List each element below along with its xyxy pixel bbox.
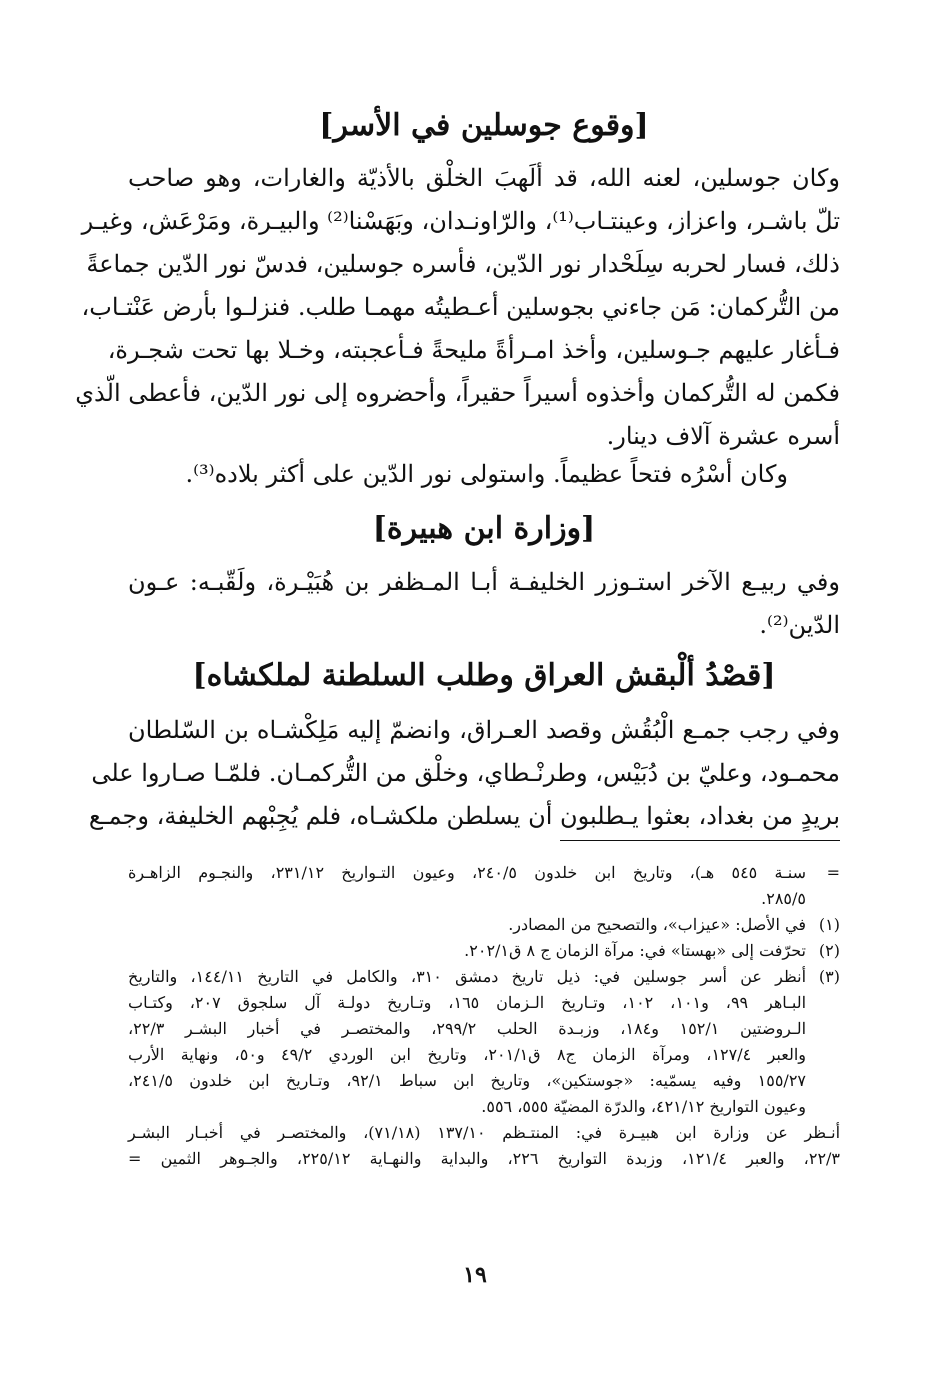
footnote-continuation	[128, 860, 840, 886]
page-number: ١٩	[463, 1262, 487, 1288]
text-line: وفي ربيـع الآخر استـوزر الخليفـة أبـا المـظفر بن هُبَيْـرة، ولَقّبـه: عـون	[128, 568, 840, 596]
text-line: أسره عشرة آلاف دينار.	[606, 422, 840, 450]
footnote-text: في الأصل: «عيزاب»، والتصحيح من المصادر.	[508, 915, 806, 934]
text-line: من التُّركمان: مَن جاءني بجوسلين أعـطيتُه مهمـا طلب. فنزلـوا بأرض عَنْتـاب،	[81, 293, 840, 321]
footnote-3-line	[128, 1042, 840, 1068]
footnote-text: سنـة ٥٤٥ هـ)، وتاريخ ابن خلدون ٢٤٠/٥، وعيون التـواريخ ٢٣١/١٢، والنجـوم الزاهـرة	[128, 863, 807, 882]
footnote-text: وعيون التواريخ ٤٢١/١٢، والدرّة المضيّة ٥٥٥، ٥٥٦.	[481, 1097, 806, 1116]
footnote-text: أنظر عن أسر جوسلين في: ذيل تاريخ دمشق ٣١٠، والكامل في التاريخ ١٤٤/١١، والتاريخ	[128, 967, 807, 986]
text-line: الدّين⁽²⁾.	[759, 611, 840, 639]
footnote-text: الـروضتين ١٥٢/١ و١٨٤، وزبـدة الحلب ٢٩٩/٢، والمختصـر في أخبار البشـر ٢٢/٣،	[128, 1019, 807, 1038]
text-line: بريدٍ من بغداد، بعثوا يـطلبون أن يسلطن ملكشـاه، فلم يُجِبْهم الخليفة، وجمـع	[88, 802, 840, 830]
text-line: ذلك، فسار لحربه سِلَحْدار نور الدّين، فأسره جوسلين، فدسّ نور الدّين جماعةً	[86, 250, 840, 278]
footnote-text: ٢٨٥/٥.	[761, 889, 806, 908]
text-line: وكان أسْرُه فتحاً عظيماً. واستولى نور الدّين على أكثر بلاده⁽³⁾.	[185, 460, 788, 488]
footnote-mark: (٢)	[818, 941, 840, 960]
footnote-3-line	[128, 1094, 840, 1120]
section-heading-josselin-capture: [وقوع جوسلين في الأسر]	[319, 108, 649, 143]
footnote-text: البـاهر ٩٩، و١٠١، ١٠٢، وتـاريخ الـزمان ١٦٥، وتـاريخ دولـة آل سلجوق ٢٠٧، وكتـاب	[128, 993, 807, 1012]
section-heading-ibn-hubayra-vizierate: [وزارة ابن هبيرة]	[372, 511, 596, 546]
footnote-3-line	[128, 1016, 840, 1042]
footnote-ibn-hubayra	[128, 1120, 840, 1146]
footnote-3	[128, 964, 840, 990]
paragraph-albuqush	[88, 709, 840, 838]
text-line: فـأغار عليهم جـوسلين، وأخذ امـرأةً مليحةً فـأعجبته، وخـلا بها تحت شجـرة،	[107, 336, 840, 364]
footnote-3-line	[128, 1068, 840, 1094]
footnote-2	[128, 938, 840, 964]
text-line: فكمن له التُّركمان وأخذوه أسيراً حقيراً، وأحضروه إلى نور الدّين، فأعطى الّذي	[75, 379, 840, 407]
footnote-separator	[560, 840, 840, 841]
section-heading-albuqush-iraq: [قصْدُ ألْبقش العراق وطلب السلطنة لملكشاه]	[192, 658, 776, 693]
text-line: وكان جوسلين، لعنه الله، قد ألَهبَ الخلْق بالأذيّة والغارات، وهو صاحب	[128, 164, 840, 192]
footnote-text: تحرّفت إلى «بهستا» في: مرآة الزمان ج ٨ ق٢٠٢/١.	[464, 941, 806, 960]
footnote-mark: (٣)	[818, 967, 840, 986]
footnote-ibn-hubayra-line	[128, 1146, 840, 1172]
text-line: محمـود، وعليّ بن دُبَيْس، وطرنْـطاي، وخلْق من التُّركمـان. فلمّـا صـاروا على	[91, 759, 840, 787]
text-line: تلّ باشـر، واعزاز، وعينتـاب⁽¹⁾، والرّاونـدان، وبَهَسْنا⁽²⁾ والبيـرة، ومَرْعَش، وغيـر	[81, 207, 840, 235]
footnote-mark: (١)	[818, 915, 840, 934]
paragraph-conquest	[128, 453, 788, 496]
text-line: وفي رجب جمـع الْبُقُش وقصد العـراق، وانضمّ إليه مَلِكْشـاه بن السّلطان	[128, 716, 840, 744]
footnote-text: والعبر ١٢٧/٤، ومرآة الزمان ج٨ ق٢٠١/١، وتاريخ ابن الوردي ٤٩/٢ و٥٠، ونهاية الأرب	[128, 1045, 806, 1064]
paragraph-josselin-capture	[75, 157, 840, 458]
footnotes	[128, 860, 840, 1172]
footnote-text: أنـظر عن وزارة ابن هبيـرة في: المنتـظم ١٣٧/١٠ (٧١/١٨)، والمختصـر في أخبـار البشـر	[128, 1123, 841, 1142]
paragraph-ibn-hubayra	[128, 561, 840, 647]
footnote-3-line	[128, 990, 840, 1016]
footnote-mark: =	[826, 863, 840, 882]
footnote-1	[128, 912, 840, 938]
footnote-text: ١٥٥/٢٧ وفيه يسمّيه: «جوستكين»، وتاريخ ابن سباط ٩٢/١، وتـاريخ ابن خلدون ٢٤١/٥،	[128, 1071, 806, 1090]
footnote-continuation-line	[128, 886, 840, 912]
footnote-text: ٢٢/٣، والعبر ١٢١/٤، وزبدة التواريخ ٢٢٦، والبداية والنهـاية ٢٢٥/١٢، والجـوهر الثمين =	[128, 1149, 841, 1168]
